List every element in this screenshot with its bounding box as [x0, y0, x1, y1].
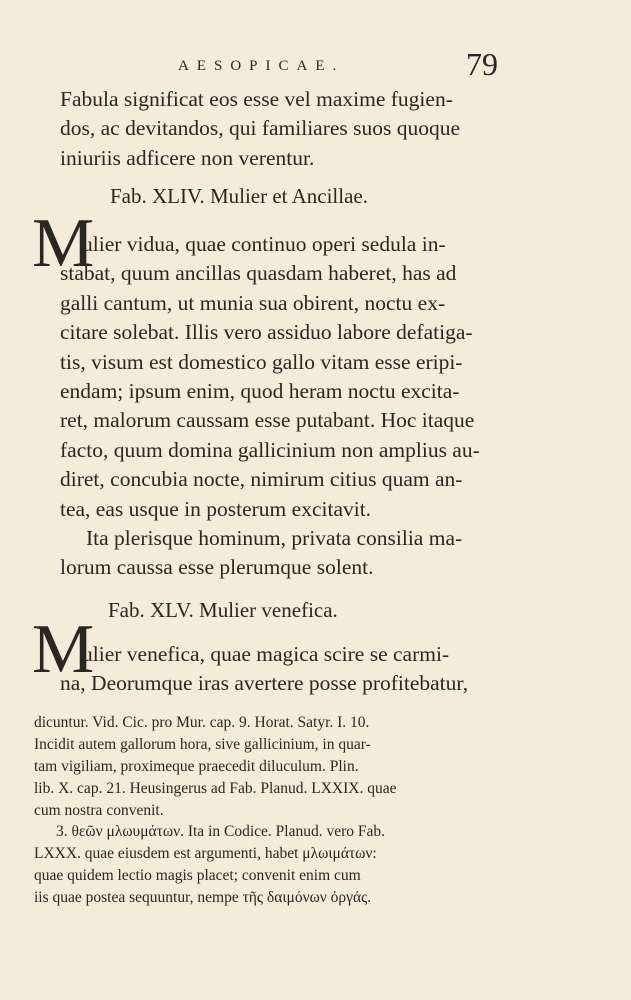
note-line: lib. X. cap. 21. Heusingerus ad Fab. Planud. LXXIX. quae — [34, 779, 397, 797]
fable-heading: Fab. XLV. Mulier venefica. — [108, 598, 338, 622]
note-line: Incidit autem gallorum hora, sive gallicinium, in quar- — [34, 735, 371, 753]
text-line: stabat, quum ancillas quasdam haberet, has ad — [60, 261, 457, 286]
note-line: LXXX. quae eiusdem est argumenti, habet μλωιμάτων: — [34, 845, 377, 863]
note-line: iis quae postea sequuntur, nempe τῆς δαιμόνων ὀργάς. — [34, 889, 372, 907]
text-line: Fabula significat eos esse vel maxime fugien- — [60, 87, 453, 111]
text-line: iniuriis adficere non verentur. — [60, 145, 315, 170]
note-line: cum nostra convenit. — [34, 801, 164, 819]
note-line: 3. θεῶν μλωυμάτων. Ita in Codice. Planud. vero Fab. — [56, 823, 385, 841]
text-line: galli cantum, ut munia sua obirent, noctu ex- — [60, 290, 446, 315]
text-line: ret, malorum caussam esse putabant. Hoc itaque — [60, 408, 475, 433]
text-line: endam; ipsum enim, quod heram noctu excita- — [60, 378, 460, 403]
footnotes — [34, 712, 534, 909]
text-line: ulier venefica, quae magica scire se carmi- — [82, 642, 450, 666]
page-number: 79 — [466, 46, 498, 82]
note-line: dicuntur. Vid. Cic. pro Mur. cap. 9. Horat. Satyr. I. 10. — [34, 714, 370, 731]
fable-heading: Fab. XLIV. Mulier et Ancillae. — [110, 184, 368, 208]
intro-paragraph — [60, 85, 530, 173]
text-line: ulier vidua, quae continuo operi sedula in- — [82, 232, 446, 256]
text-line: Ita plerisque hominum, privata consilia ma- — [86, 525, 463, 550]
drop-cap: M — [32, 611, 95, 688]
drop-cap: M — [32, 205, 95, 282]
text-line: tis, visum est domestico gallo vitam esse eripi- — [60, 349, 463, 374]
text-line: facto, quum domina gallicinium non amplius au- — [60, 437, 480, 462]
text-line: tea, eas usque in posterum excitavit. — [60, 496, 372, 521]
text-line: dos, ac devitandos, qui familiares suos quoque — [60, 116, 461, 141]
running-title: AESOPICAE. — [178, 58, 345, 74]
fable-body — [60, 640, 530, 699]
text-line: na, Deorumque iras avertere posse profitebatur, — [60, 671, 469, 696]
text-line: citare solebat. Illis vero assiduo labore defatiga- — [60, 320, 473, 345]
note-line: tam vigiliam, proximeque praecedit diluculum. Plin. — [34, 757, 359, 775]
text-line: lorum caussa esse plerumque solent. — [60, 555, 374, 580]
fable-body — [60, 230, 530, 583]
text-line: diret, concubia nocte, nimirum citius quam an- — [60, 467, 463, 492]
note-line: quae quidem lectio magis placet; convenit enim cum — [34, 867, 361, 885]
